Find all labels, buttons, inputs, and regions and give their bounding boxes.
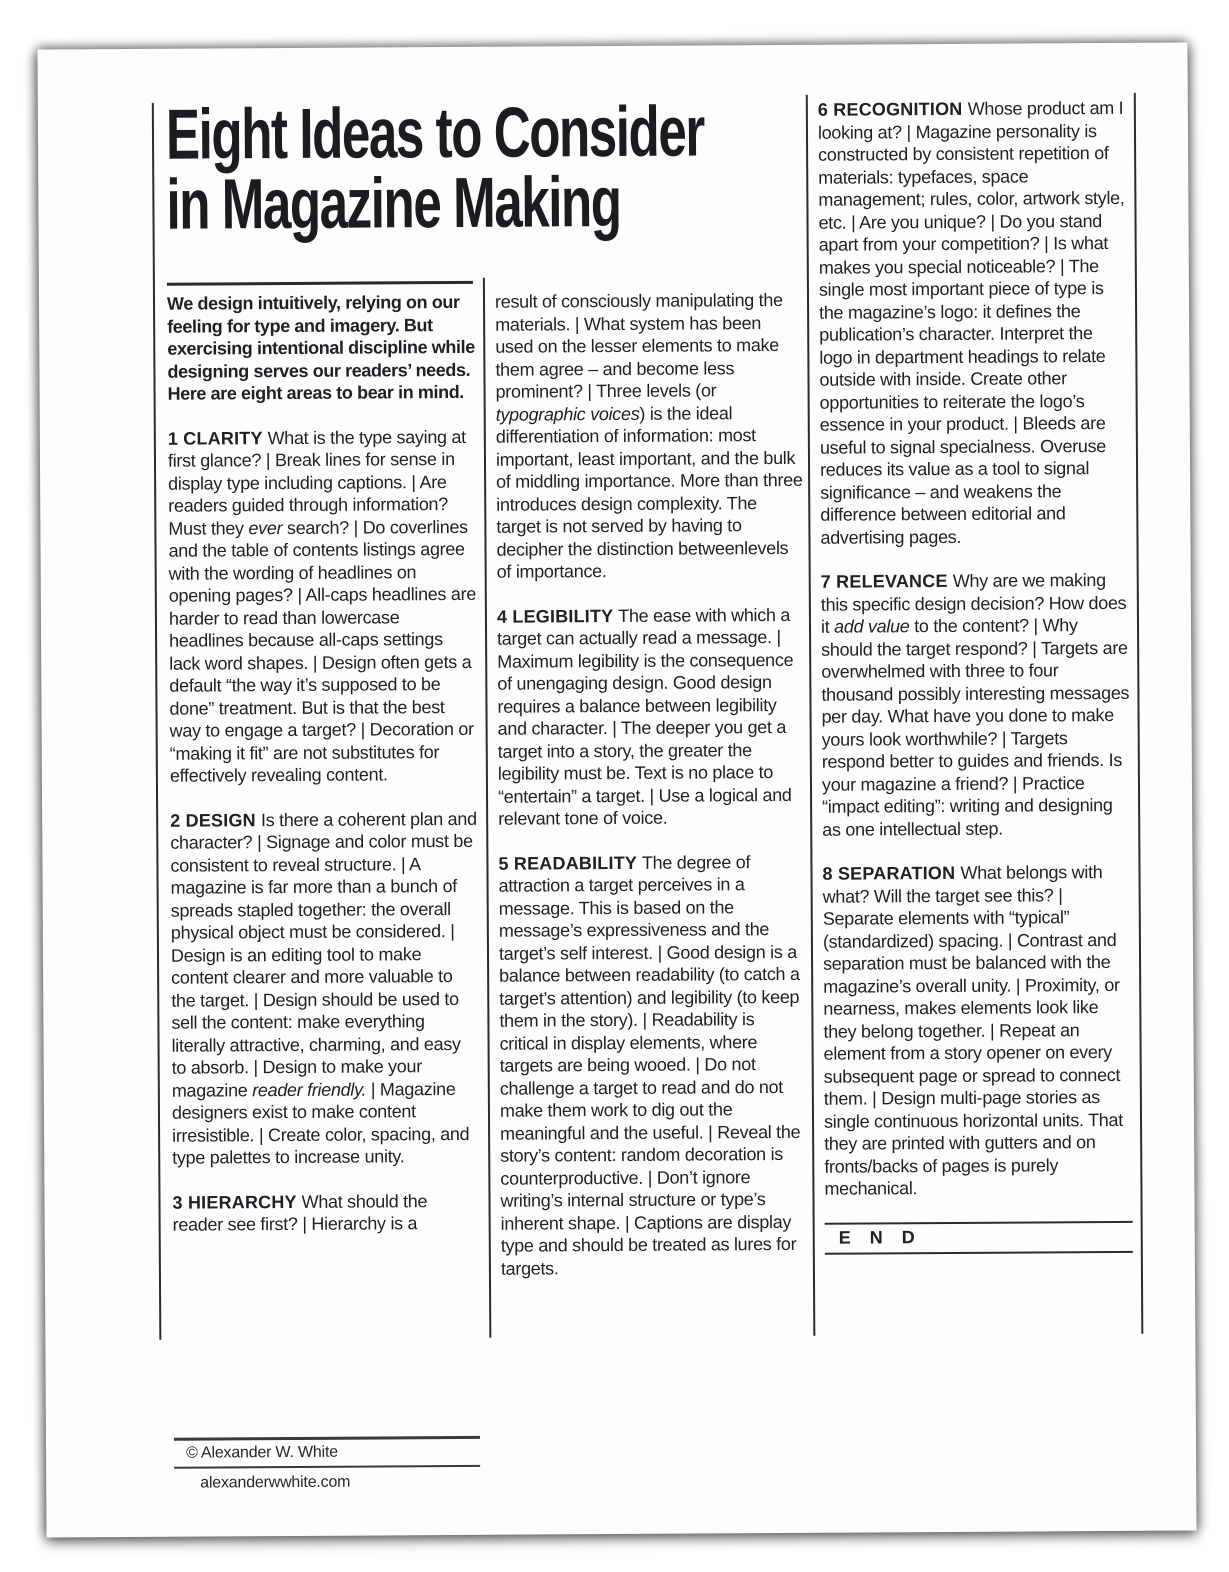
section-heading: 5 READABILITY: [498, 852, 643, 874]
section-paragraph: [498, 850, 809, 1279]
section-paragraph: [168, 425, 478, 787]
text-segment: What belongs with what? Will the target see this? | Separate elements with “typical” (standardized) spacing. | Contrast and separation must be balanced with the magazine’s overall unity. | Proximity, or nearness, makes elements look like they belong together. | Repeat an element from a story opener on every subsequent page or spread to connect them. | Design multi-page stories as single continuous horizontal units. That they are printed with gutters and on fronts/backs of pages is purely mechanical.: [822, 862, 1123, 1199]
text-segment: The degree of attraction a target perceives in a message. This is based on the message’s expressiveness and the target’s self interest. | Good design is a balance between readability (to catch a target’s attention) and legibility (to keep them in the story). | Readability is critical in display elements, where targets are being wooed. | Do not challenge a target to read and do not make them work to dig out the meaningful and the useful. | Reveal the story’s content: random decoration is counterproductive. | Don’t ignore writing’s internal structure or type’s inherent shape. | Captions are display type and should be treated as lures for targets.: [498, 851, 801, 1279]
section-paragraph: [822, 861, 1132, 1200]
text-segment: search? | Do coverlines and the table of contents listings agree with the wording of headlines on opening pages? | All-caps headlines are harder to read than lowercase headlines because all-caps settings lack word shapes. | Design often gets a default “the way it’s supposed to be done” treatment. But is that the best way to engage a target? | Decoration or “making it fit” are not substitutes for effectively revealing content.: [168, 516, 477, 786]
section-paragraph: [497, 603, 806, 830]
section-heading: 8 SEPARATION: [822, 862, 961, 884]
text-segment: ) is the ideal differentiation of information: most important, least important, and the bulk of middling importance. More than three introduces design complexity. The target is not served by having to decipher the distinction betweenlevels of importance.: [495, 402, 803, 582]
scanned-document-page: [37, 43, 1196, 1538]
text-segment: reader friendly.: [252, 1079, 367, 1100]
section-paragraph: [821, 569, 1131, 841]
text-segment: | Magazine designers exist to make content irresistible. | Create color, spacing, and type palettes to increase unity.: [171, 1078, 470, 1168]
section-paragraph: [818, 97, 1129, 549]
copyright-line: © Alexander W. White: [185, 1443, 338, 1462]
text-column-1: [167, 291, 481, 1340]
text-segment: Whose product am I looking at? | Magazine personality is constructed by consistent repetition of materials: typefaces, space management; rules, color, artwork style, etc. | Are you unique? | Do you stand apart from your competition? | Is what makes you special noticeable? | The single most important piece of type is the magazine’s logo: it defines the publication’s character. Interpret the logo in department headings to relate outside with inside. Create other opportunities to reiterate the logo’s essence in your product. | Bleeds are useful to signal specialness. Overuse reduces its value as a tool to signal significance – and weakens the difference between editorial and advertising pages.: [817, 97, 1125, 548]
text-segment: typographic voices: [495, 403, 640, 425]
article-title: [165, 92, 807, 261]
footer: [174, 1436, 480, 1493]
text-segment: ever: [248, 517, 283, 538]
text-segment: add value: [834, 616, 910, 637]
section-heading: 6 RECOGNITION: [817, 98, 968, 120]
section-heading: 4 LEGIBILITY: [496, 605, 619, 627]
text-segment: Is there a coherent plan and character? | Signage and color must be consistent to reveal structure. | A magazine is far more than a bunch of spreads stapled together: the overall physical object must be considered. | Design is an editing tool to make content clearer and more valuable to the target. | Design should be used to sell the content: make everything literally attractive, charming, and easy to absorb. | Design to make your magazine: [170, 808, 477, 1101]
section-heading: 7 RELEVANCE: [820, 570, 953, 592]
right-margin-rule: [1134, 93, 1144, 1334]
text-segment: What is the type saying at first glance? | Break lines for sense in display type including captions. | Are readers guided through information? Must they: [167, 426, 466, 539]
text-segment: What should the reader see first? | Hierarchy is a: [172, 1190, 428, 1235]
paragraph: [167, 291, 476, 405]
left-margin-rule: [152, 103, 162, 1340]
section-heading: 3 HIERARCHY: [172, 1191, 302, 1213]
text-segment: Why are we making this specific design decision? How does it: [820, 570, 1127, 637]
text-segment: We design intuitively, relying on our feeling for type and imagery. But exercising intentional discipline while designing serves our readers’ needs. Here are eight areas to bear in mind.: [166, 291, 475, 404]
text-column-3: [818, 97, 1134, 1336]
end-marker: [825, 1220, 1133, 1254]
section-heading: 1 CLARITY: [167, 427, 268, 449]
section-paragraph: [172, 1189, 480, 1236]
text-column-2: [495, 289, 809, 1338]
section-heading: 2 DESIGN: [170, 809, 262, 831]
column-divider-1: [483, 278, 491, 1338]
title-line-1: Eight Ideas to Consider: [165, 92, 705, 175]
text-segment: to the content? | Why should the target respond? | Targets are overwhelmed with three to four thousand possibly interesting messages per day. What have you done to make yours look worthwhile? | Targets respond better to guides and friends. Is your magazine a friend? | Practice “impact editing”: writing and designing as one intellectual step.: [821, 615, 1130, 840]
website-line: alexanderwwhite.com: [200, 1473, 351, 1492]
intro-top-rule: [167, 281, 473, 286]
text-segment: The ease with which a target can actually read a message. | Maximum legibility is the consequence of unengaging design. Good design requires a balance between legibility and character. | The deeper you get a target into a story, the greater the legibility must be. Text is no place to “entertain” a target. | Use a logical and relevant tone of voice.: [497, 604, 794, 829]
title-line-2: in Magazine Making: [166, 162, 621, 245]
end-label: E N D: [838, 1226, 922, 1248]
paragraph: [495, 289, 805, 583]
text-segment: result of consciously manipulating the materials. | What system has been used on the lesser elements to make them agree – and become less prominent? | Three levels (or: [494, 289, 783, 402]
section-paragraph: [170, 807, 480, 1169]
